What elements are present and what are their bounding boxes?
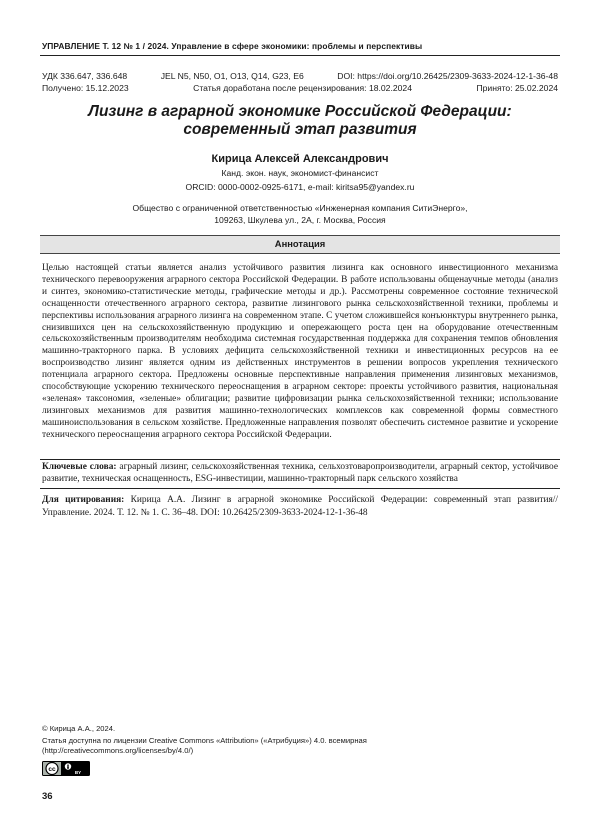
title-line-1: Лизинг в аграрной экономике Российской Федерации: xyxy=(88,103,512,120)
received-date: Получено: 15.12.2023 xyxy=(42,83,129,93)
license-text: Статья доступна по лицензии Creative Commons «Attribution» («Атрибуция») 4.0. всемирная xyxy=(42,736,367,745)
keywords-block xyxy=(42,462,558,486)
affiliation-line-1: Общество с ограниченной ответственностью «Инженерная компания СитиЭнерго», xyxy=(132,203,468,213)
abstract-text: Целью настоящей статьи является анализ устойчивого развития лизинга как основного инвестиционного механизма технического перевооружения аграрного сектора Российской Федерации. В работе использованы общенаучные методы (анализ и синтез, экономико-статистические методы, графические методы и др.). Рассмотрены современное состояние технической оснащенности отечественного аграрного сектора, развитие лизингового рынка сельскохозяйственной техники, проблемы и перспективы использования аграрного лизинга на современном этапе. С учетом сложившейся конъюнктуры внутреннего рынка, снизившихся цен на сельскохозяйственную продукцию и опережающего роста цен на оборудование отечественным сельскохозяйственным производителям необходима системная государственная поддержка для сохранения темпов обновления машинно-тракторного парка. В условиях дефицита сельскохозяйственной техники и инвестиционных ресурсов на ее воспроизводство лизинг является одним из действенных инструментов в решении вопросов укрепления технического потенциала аграрного сектора. Предложены основные перспективные направления применения лизинговых механизмов, способствующие ускорению технического переоснащения в аграрном секторе: проекты устойчивого развития, национальная «зеленая» таксономия, «зеленые» облигации; развитие цифровизации рынка сельскохозяйственной техники; использование лизинговых механизмов для развития машинно-технологических комплексов как современной формы совместного машиноиспользования в сельском хозяйстве. Предложенные направления позволят обеспечить системное развитие и ускорение технического переоснащения аграрного сектора Российской Федерации. xyxy=(42,263,558,440)
article-title xyxy=(60,103,540,139)
abstract-heading-band xyxy=(40,235,560,254)
keywords-divider-bottom xyxy=(40,488,560,489)
author-affiliation xyxy=(60,202,540,226)
author-degree: Канд. экон. наук, экономист-финансист xyxy=(221,168,379,178)
keywords-divider-top xyxy=(40,459,560,460)
copyright-notice: © Кирица А.А., 2024. xyxy=(42,724,116,733)
author-orcid-email: ORCID: 0000-0002-0925-6171, e-mail: kiritsa95@yandex.ru xyxy=(185,182,415,192)
journal-header: УПРАВЛЕНИЕ Т. 12 № 1 / 2024. Управление в сфере экономики: проблемы и перспективы xyxy=(42,41,423,51)
abstract-heading: Аннотация xyxy=(274,238,326,249)
cc-by-icon[interactable] xyxy=(42,761,90,776)
affiliation-line-2: 109263, Шкулева ул., 2А, г. Москва, Россия xyxy=(214,215,386,225)
svg-text:cc: cc xyxy=(48,766,56,773)
udc-code: УДК 336.647, 336.648 xyxy=(42,71,128,81)
author-name: Кирица Алексей Александрович xyxy=(211,153,389,165)
citation-text: Кирица А.А. Лизинг в аграрной экономике Российской Федерации: современный этап развития// Управление. 2024. Т. 12. № 1. С. 36–48. DOI: 10.26425/2309-3633-2024-12-1-36-48 xyxy=(42,495,558,518)
license-url[interactable]: (http://creativecommons.org/licenses/by/4.0/) xyxy=(42,746,194,755)
meta-row-ids xyxy=(42,71,558,81)
svg-text:BY: BY xyxy=(74,769,82,775)
header-divider xyxy=(40,55,560,56)
citation-label: Для цитирования: xyxy=(42,495,125,505)
citation-block xyxy=(42,494,558,519)
doi-link[interactable]: DOI: https://doi.org/10.26425/2309-3633-2024-12-1-36-48 xyxy=(337,71,558,81)
keywords-text: аграрный лизинг, сельскохозяйственная техника, сельхозтоваропроизводители, аграрный сектор, устойчивое развитие, техническая оснащенность, ESG-инвестиции, машинно-тракторный парк сельского хозяйства xyxy=(42,462,559,484)
revised-date: Статья доработана после рецензирования: 18.02.2024 xyxy=(193,83,412,93)
jel-codes: JEL N5, N50, O1, O13, Q14, G23, E6 xyxy=(160,71,304,81)
title-line-2: современный этап развития xyxy=(183,121,417,138)
page-number: 36 xyxy=(42,791,53,802)
meta-row-dates xyxy=(42,83,558,93)
accepted-date: Принято: 25.02.2024 xyxy=(476,83,558,93)
keywords-label: Ключевые слова: xyxy=(42,462,117,472)
